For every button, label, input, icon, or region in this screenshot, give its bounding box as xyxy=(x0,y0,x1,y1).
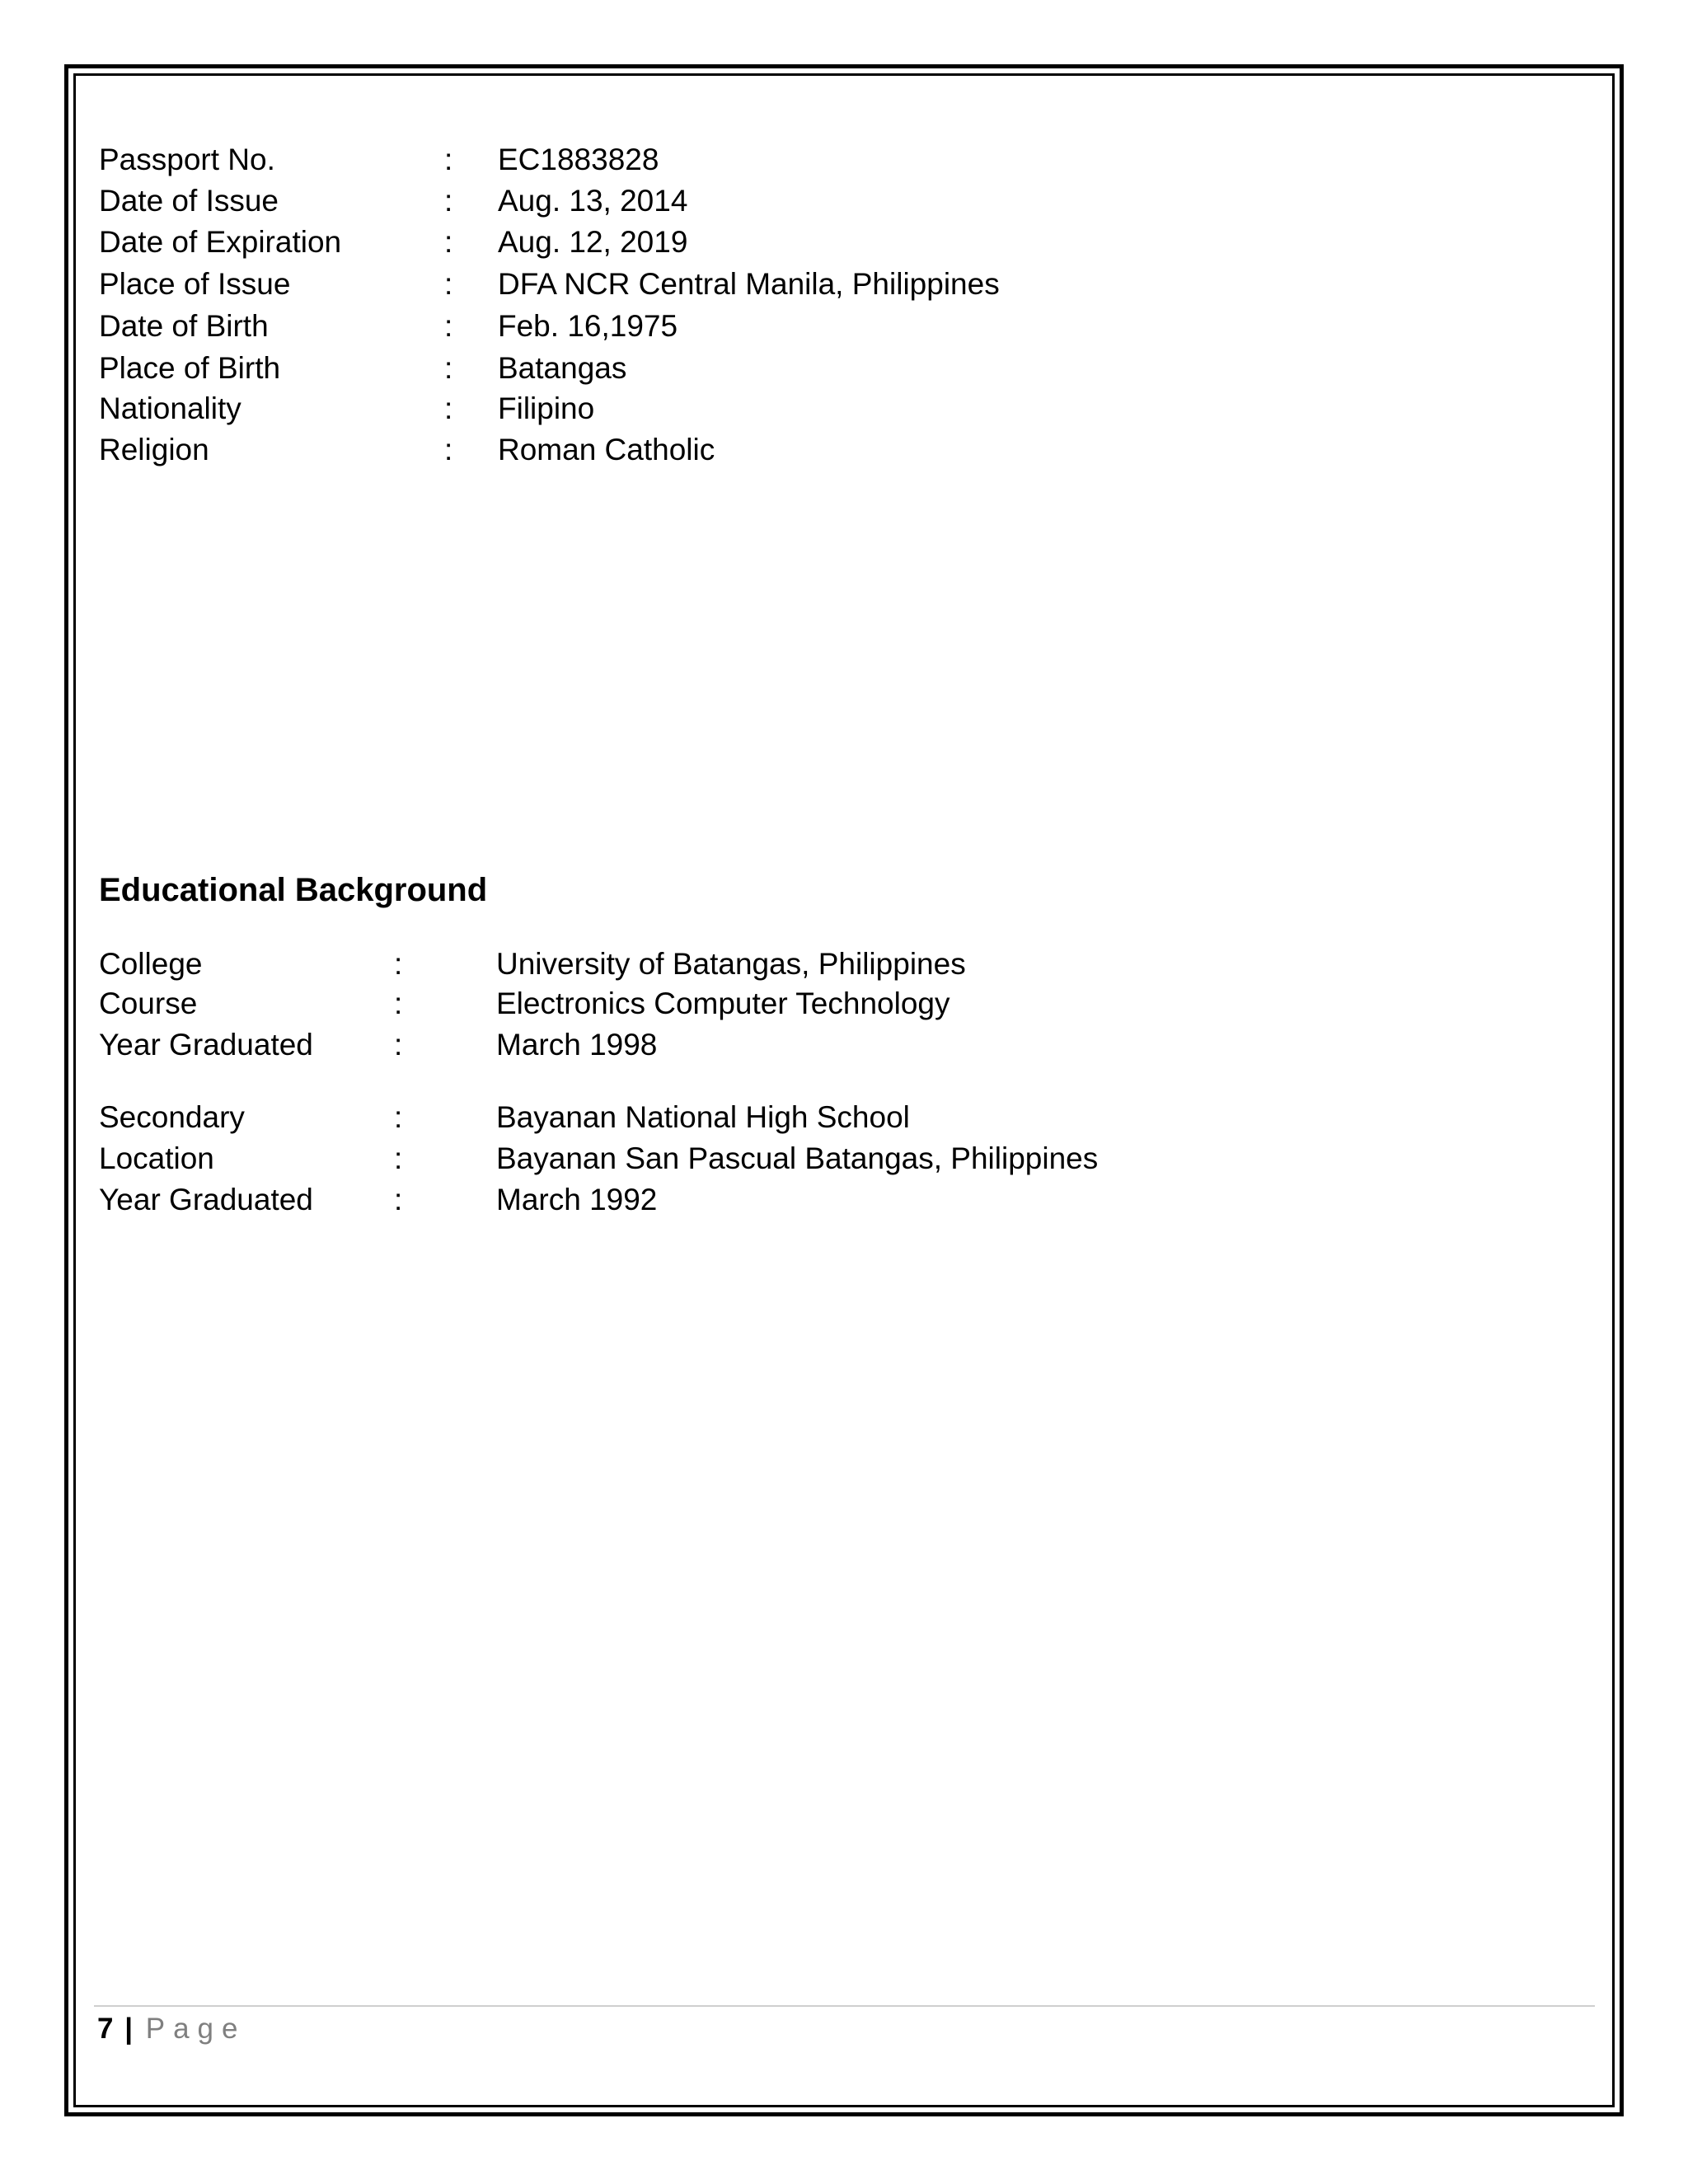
personal-field-colon: : xyxy=(444,225,453,259)
education-field-label: College xyxy=(99,947,203,981)
personal-field-colon: : xyxy=(444,143,453,176)
personal-field-colon: : xyxy=(444,391,453,425)
personal-field-label: Date of Expiration xyxy=(99,225,342,259)
page-word: Page xyxy=(145,2013,246,2045)
education-field-colon: : xyxy=(394,1141,403,1175)
page-number: 7 xyxy=(97,2013,114,2045)
education-field-value: March 1998 xyxy=(496,1028,658,1062)
education-field-colon: : xyxy=(394,1028,403,1062)
personal-field-label: Passport No. xyxy=(99,143,275,176)
personal-field-value: Filipino xyxy=(498,391,595,425)
personal-field-value: Feb. 16,1975 xyxy=(498,309,678,343)
personal-field-label: Date of Issue xyxy=(99,184,279,218)
personal-field-colon: : xyxy=(444,184,453,218)
personal-field-label: Place of Issue xyxy=(99,267,291,301)
education-field-colon: : xyxy=(394,987,403,1020)
personal-field-value: Aug. 13, 2014 xyxy=(498,184,688,218)
personal-field-value: Aug. 12, 2019 xyxy=(498,225,688,259)
personal-field-colon: : xyxy=(444,351,453,385)
personal-field-label: Place of Birth xyxy=(99,351,281,385)
personal-field-label: Religion xyxy=(99,433,209,466)
education-field-colon: : xyxy=(394,1183,403,1216)
personal-field-value: Roman Catholic xyxy=(498,433,715,466)
personal-field-colon: : xyxy=(444,433,453,466)
education-field-value: Bayanan San Pascual Batangas, Philippines xyxy=(496,1141,1099,1175)
personal-field-label: Date of Birth xyxy=(99,309,269,343)
education-field-value: March 1992 xyxy=(496,1183,658,1216)
education-field-value: University of Batangas, Philippines xyxy=(496,947,966,981)
page-border-inner xyxy=(73,73,1615,2107)
education-field-label: Location xyxy=(99,1141,214,1175)
personal-field-colon: : xyxy=(444,267,453,301)
education-field-label: Year Graduated xyxy=(99,1028,313,1062)
education-field-value: Bayanan National High School xyxy=(496,1100,910,1134)
education-field-colon: : xyxy=(394,1100,403,1134)
personal-field-colon: : xyxy=(444,309,453,343)
personal-field-value: Batangas xyxy=(498,351,627,385)
education-field-label: Secondary xyxy=(99,1100,245,1134)
personal-field-value: EC1883828 xyxy=(498,143,659,176)
footer-divider: | xyxy=(124,2013,133,2045)
personal-field-label: Nationality xyxy=(99,391,241,425)
education-field-colon: : xyxy=(394,947,403,981)
educational-background-heading: Educational Background xyxy=(99,872,488,908)
education-field-value: Electronics Computer Technology xyxy=(496,987,950,1020)
education-field-label: Course xyxy=(99,987,198,1020)
personal-field-value: DFA NCR Central Manila, Philippines xyxy=(498,267,1000,301)
education-field-label: Year Graduated xyxy=(99,1183,313,1216)
footer-divider-line xyxy=(94,2005,1595,2007)
page-footer xyxy=(97,2008,246,2050)
